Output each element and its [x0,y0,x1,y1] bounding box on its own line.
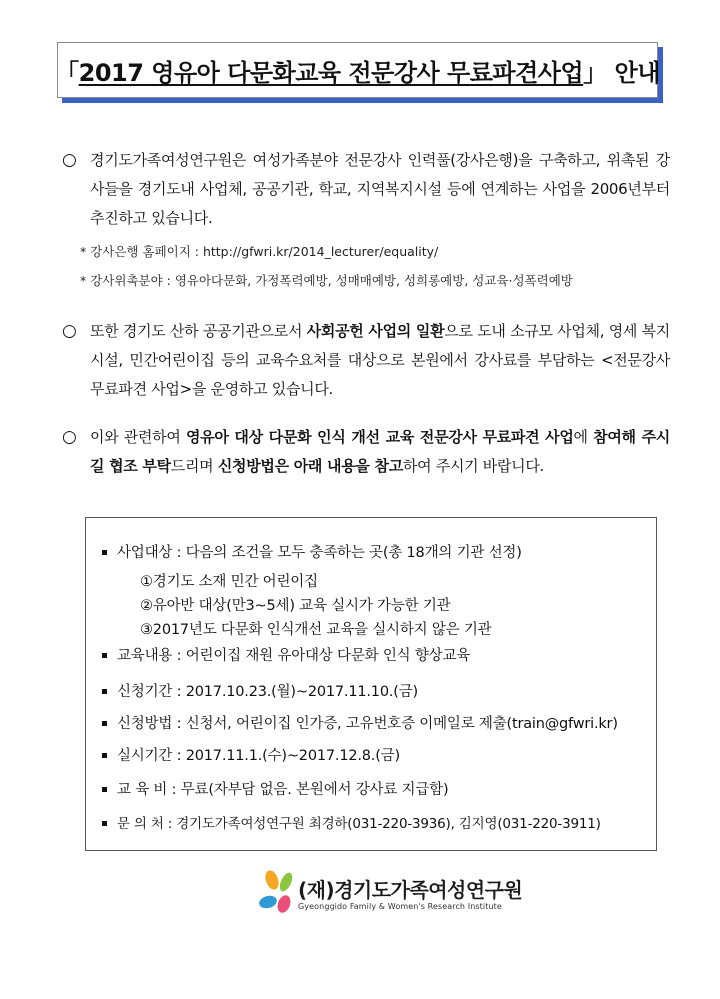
circle-bullet-icon: ○ [62,427,77,447]
condition-3: ③2017년도 다문화 인식개선 교육을 실시하지 않은 기관 [140,622,492,638]
text-run-bold: 영유아 대상 다문화 인식 개선 교육 전문강사 무료파견 사업 [185,428,574,446]
paragraph-request [62,423,670,481]
text-run: 에 [573,428,594,446]
square-bullet-icon [102,653,107,658]
paragraph-intro-text: 경기도가족여성연구원은 여성가족분야 전문강사 인력풀(강사은행)을 구축하고, 위촉된 강사들을 경기도내 사업체, 공공기관, 학교, 지역복지시설 등에 연계하는 사업을 2006년부터 추진하고 있습니다. [90,151,670,227]
title-bracket-close: 」 [583,58,607,87]
detail-apply-period [102,680,418,701]
detail-fee-text: 교 육 비 : 무료(자부담 없음. 본원에서 강사료 지급함) [117,782,449,798]
logo-english: Gyeonggido Family & Women's Research Institute [298,902,502,911]
square-bullet-icon [102,689,107,694]
text-run: 이와 관련하여 [90,428,186,446]
text-run: 드리며 [170,457,218,475]
page-title [55,53,660,88]
condition-2: ②유아반 대상(만3~5세) 교육 실시가 가능한 기관 [140,598,451,614]
detail-apply-method [102,712,618,733]
detail-fee [102,778,448,799]
detail-target-text: 사업대상 : 다음의 조건을 모두 충족하는 곳(총 18개의 기관 선정) [117,545,522,561]
note-homepage: * 강사은행 홈페이지 : http://gfwri.kr/2014_lecturer/equality/ [80,244,439,259]
title-suffix: 안내 [606,58,660,87]
detail-content-text: 교육내용 : 어린이집 재원 유아대상 다문화 인식 향상교육 [117,648,471,664]
institute-logo [258,868,523,924]
circle-bullet-icon: ○ [62,150,77,170]
circle-bullet-icon: ○ [62,321,77,341]
detail-content [102,644,470,665]
logo-korean: (재)경기도가족여성연구원 [298,878,523,902]
detail-contact-text: 문 의 처 : 경기도가족여성연구원 최경하(031-220-3936), 김지영(031-220-3911) [117,816,601,832]
detail-apply-method-text: 신청방법 : 신청서, 어린이집 인가증, 고유번호증 이메일로 제출(train@gfwri.kr) [117,716,618,732]
text-run-bold: 참여해 주시길 협조 부탁 [90,428,670,475]
condition-1: ①경기도 소재 민간 어린이집 [140,574,318,590]
logo-mark-icon [258,868,298,920]
text-run-bold: 사회공헌 사업의 일환 [306,322,445,340]
detail-run-period [102,744,400,765]
detail-run-period-text: 실시기간 : 2017.11.1.(수)~2017.12.8.(금) [117,748,400,764]
paragraph-intro [62,146,670,233]
title-box [57,42,658,98]
square-bullet-icon [102,787,107,792]
details-box [85,517,657,851]
detail-target [102,541,522,562]
paragraph-request-text [90,423,670,481]
text-run: 또한 경기도 산하 공공기관으로서 [90,322,307,340]
title-bracket-open: 「 [55,58,79,87]
square-bullet-icon [102,550,107,555]
detail-apply-period-text: 신청기간 : 2017.10.23.(월)~2017.11.10.(금) [117,684,418,700]
text-run-bold: 신청방법은 아래 내용을 참고 [217,457,403,475]
text-run: <전문강사 무료파견 사업> [90,351,670,398]
text-run: 하여 주시기 바랍니다. [402,457,545,475]
paragraph-program [62,317,670,404]
title-main: 2017 영유아 다문화교육 전문강사 무료파견사업 [78,58,584,87]
square-bullet-icon [102,721,107,726]
note-fields: * 강사위촉분야 : 영유아다문화, 가정폭력예방, 성매매예방, 성희롱예방, 성교육·성폭력예방 [80,273,573,288]
paragraph-program-text [90,317,670,404]
square-bullet-icon [102,821,107,826]
text-run: 으로 도내 소규모 사업체, 영세 복지시설, 민간어린이집 등의 교육수요처를 대상으로 본원에서 강사료를 부담하는 [90,322,670,369]
text-run: 을 운영하고 있습니다. [191,380,334,398]
detail-contact [102,812,601,832]
square-bullet-icon [102,753,107,758]
